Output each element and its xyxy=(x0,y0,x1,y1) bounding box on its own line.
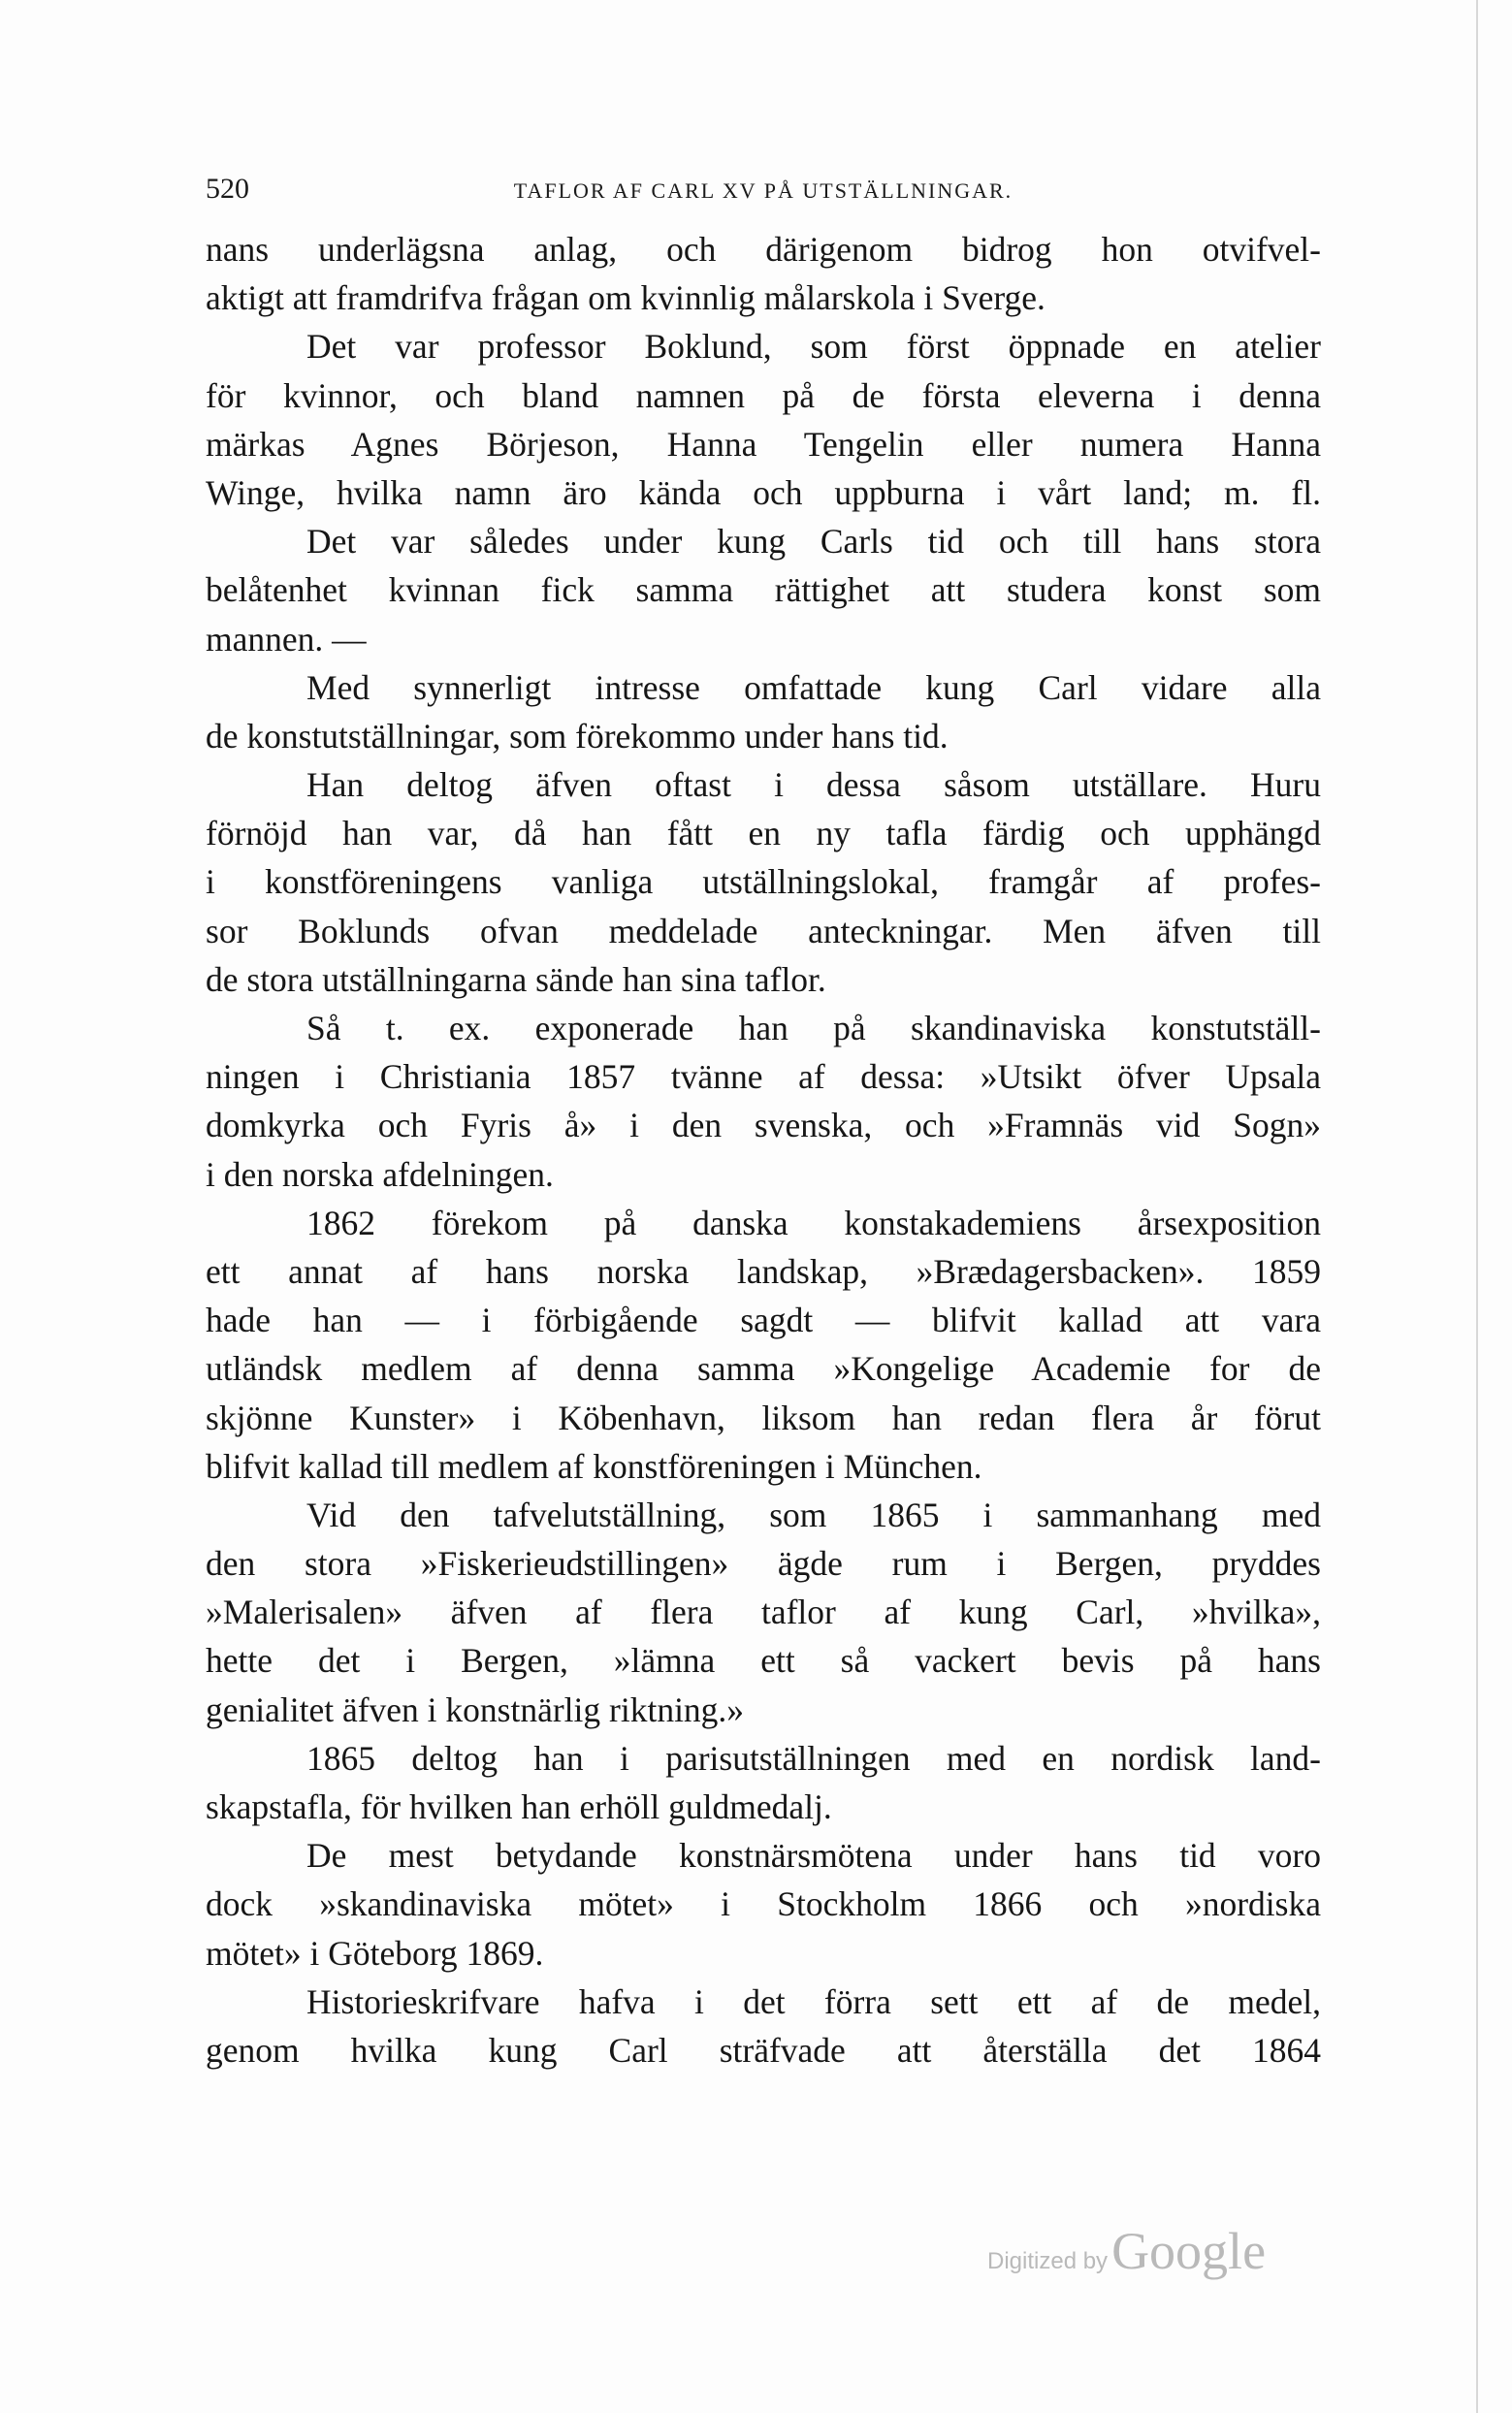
text-line: utländsk medlem af denna samma »Kongelige Academie for de xyxy=(206,1349,1321,1389)
text-line: Vid den tafvelutställning, som 1865 i sammanhang med xyxy=(306,1495,1321,1534)
text-line: mannen. — xyxy=(206,619,367,659)
text-line: »Malerisalen» äfven af flera taflor af kung Carl, »hvilka», xyxy=(206,1593,1321,1632)
text-line: den stora »Fiskerieudstillingen» ägde rum i Bergen, pryddes xyxy=(206,1544,1321,1584)
text-line: genom hvilka kung Carl sträfvade att återställa det 1864 xyxy=(206,2030,1321,2070)
text-line: dock »skandinaviska mötet» i Stockholm 1866 och »nordiska xyxy=(206,1884,1321,1924)
text-line: i konstföreningens vanliga utställningslokal, framgår af profes- xyxy=(206,862,1321,902)
text-line: Winge, hvilka namn äro kända och uppburna i vårt land; m. fl. xyxy=(206,472,1321,512)
page-header xyxy=(206,173,1321,211)
text-line: domkyrka och Fyris å» i den svenska, och »Framnäs vid Sogn» xyxy=(206,1106,1321,1145)
text-line: Han deltog äfven oftast i dessa såsom utställare. Huru xyxy=(306,765,1321,805)
text-line: Så t. ex. exponerade han på skandinaviska konstutställ- xyxy=(306,1009,1321,1047)
text-line: Historieskrifvare hafva i det förra sett ett af de medel, xyxy=(306,1981,1321,2021)
text-line: märkas Agnes Börjeson, Hanna Tengelin eller numera Hanna xyxy=(206,424,1321,464)
running-title: TAFLOR AF CARL XV PÅ UTSTÄLLNINGAR. xyxy=(513,178,1013,203)
text-line: de konstutställningar, som förekommo under hans tid. xyxy=(206,716,949,756)
text-line: hade han — i förbigående sagdt — blifvit kallad att vara xyxy=(206,1301,1321,1340)
text-line: Med synnerligt intresse omfattade kung Carl vidare alla xyxy=(306,667,1321,707)
text-line: 1862 förekom på danska konstakademiens årsexposition xyxy=(306,1203,1321,1242)
text-line: skjönne Kunster» i Köbenhavn, liksom han redan flera år förut xyxy=(206,1398,1321,1437)
text-line: sor Boklunds ofvan meddelade anteckningar. Men äfven till xyxy=(206,911,1321,950)
body-text xyxy=(206,225,1321,2075)
google-logo: Google xyxy=(1111,2222,1267,2280)
text-line: 1865 deltog han i parisutställningen med en nordisk land- xyxy=(306,1738,1321,1778)
text-line: genialitet äfven i konstnärlig riktning.» xyxy=(206,1689,745,1729)
text-line: aktigt att framdrifva frågan om kvinnlig målarskola i Sverge. xyxy=(206,278,1046,318)
text-line: Det var professor Boklund, som först öppnade en atelier xyxy=(306,327,1321,367)
text-line: ningen i Christiania 1857 tvänne af dessa: »Utsikt öfver Upsala xyxy=(206,1057,1321,1097)
page-number: 520 xyxy=(206,173,249,205)
text-line: nans underlägsna anlag, och därigenom bidrog hon otvifvel- xyxy=(206,230,1321,269)
text-line: de stora utställningarna sände han sina taflor. xyxy=(206,959,826,999)
text-line: mötet» i Göteborg 1869. xyxy=(206,1933,544,1973)
text-line: hette det i Bergen, »lämna ett så vackert bevis på hans xyxy=(206,1641,1321,1681)
text-line: förnöjd han var, då han fått en ny tafla färdig och upphängd xyxy=(206,814,1321,853)
text-line: skapstafla, för hvilken han erhöll guldmedalj. xyxy=(206,1787,832,1826)
text-line: ett annat af hans norska landskap, »Brædagersbacken». 1859 xyxy=(206,1251,1321,1291)
text-line: för kvinnor, och bland namnen på de första eleverna i denna xyxy=(206,375,1321,415)
text-line: belåtenhet kvinnan fick samma rättighet att studera konst som xyxy=(206,570,1321,610)
text-line: De mest betydande konstnärsmötena under hans tid voro xyxy=(306,1836,1321,1876)
text-line: blifvit kallad till medlem af konstföreningen i München. xyxy=(206,1446,982,1486)
text-line: i den norska afdelningen. xyxy=(206,1154,554,1194)
google-watermark xyxy=(987,2221,1266,2281)
page-edge-line xyxy=(1476,0,1478,2413)
text-line: Det var således under kung Carls tid och till hans stora xyxy=(306,522,1321,562)
watermark-prefix: Digitized by xyxy=(987,2248,1109,2274)
